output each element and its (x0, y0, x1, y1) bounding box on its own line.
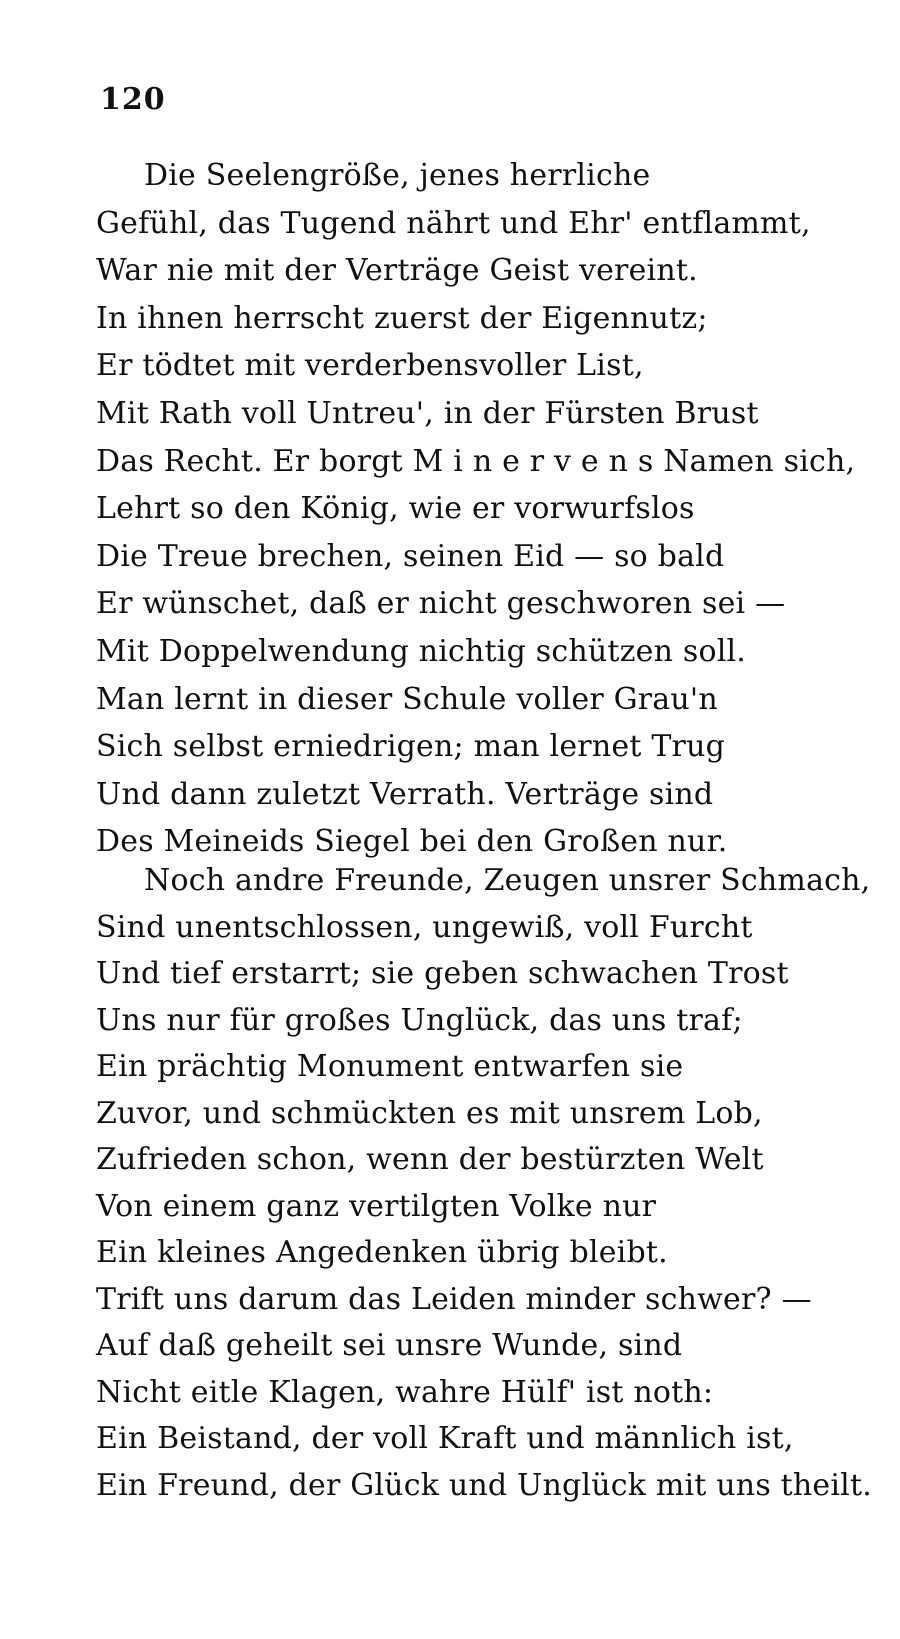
verse-line: Des Meineids Siegel bei den Großen nur. (96, 824, 728, 860)
verse-line: Mit Doppelwendung nichtig schützen soll. (96, 633, 747, 669)
page-number: 120 (100, 82, 166, 117)
verse-line: Das Recht. Er borgt M i n e r v e n s Namen sich, (96, 443, 856, 479)
verse-line: Ein prächtig Monument entwarfen sie (96, 1049, 684, 1084)
verse-line: Lehrt so den König, wie er vorwurfslos (96, 491, 695, 527)
verse-line: Von einem ganz vertilgten Volke nur (96, 1188, 657, 1224)
verse-line: Man lernt in dieser Schule voller Grau'n (96, 681, 718, 717)
verse-line: Sind unentschlossen, ungewiß, voll Furcht (96, 909, 753, 945)
verse-line: Noch andre Freunde, Zeugen unsrer Schmach, (144, 863, 871, 898)
verse-line: Die Seelengröße, jenes herrliche (144, 158, 651, 193)
verse-line: Mit Rath voll Untreu', in der Fürsten Brust (96, 395, 759, 431)
verse-line: War nie mit der Verträge Geist vereint. (96, 253, 698, 289)
verse-line: Er tödtet mit verderbensvoller List, (96, 348, 644, 384)
verse-line: Und tief erstarrt; sie geben schwachen Trost (96, 956, 789, 991)
verse-line: Ein kleines Angedenken übrig bleibt. (96, 1235, 668, 1270)
verse-line: In ihnen herrscht zuerst der Eigennutz; (96, 300, 708, 336)
stanza-2 (96, 858, 872, 1509)
verse-line: Und dann zuletzt Verrath. Verträge sind (96, 776, 714, 812)
verse-line: Er wünschet, daß er nicht geschworen sei — (96, 586, 786, 622)
verse-line: Zuvor, und schmückten es mit unsrem Lob, (96, 1095, 763, 1131)
verse-line: Auf daß geheilt sei unsre Wunde, sind (96, 1328, 683, 1363)
verse-line: Uns nur für großes Unglück, das uns traf; (96, 1002, 743, 1038)
verse-line: Gefühl, das Tugend nährt und Ehr' entflammt, (96, 205, 811, 241)
verse-line: Ein Beistand, der voll Kraft und männlich ist, (96, 1421, 794, 1456)
verse-line: Sich selbst erniedrigen; man lernet Trug (96, 729, 725, 765)
verse-line: Ein Freund, der Glück und Unglück mit uns theilt. (96, 1467, 872, 1503)
stanza-1 (96, 152, 856, 866)
verse-line: Zufrieden schon, wenn der bestürzten Welt (96, 1142, 764, 1177)
verse-line: Trift uns darum das Leiden minder schwer? — (96, 1281, 812, 1317)
verse-line: Nicht eitle Klagen, wahre Hülf' ist noth: (96, 1374, 714, 1410)
verse-line: Die Treue brechen, seinen Eid — so bald (96, 538, 725, 574)
